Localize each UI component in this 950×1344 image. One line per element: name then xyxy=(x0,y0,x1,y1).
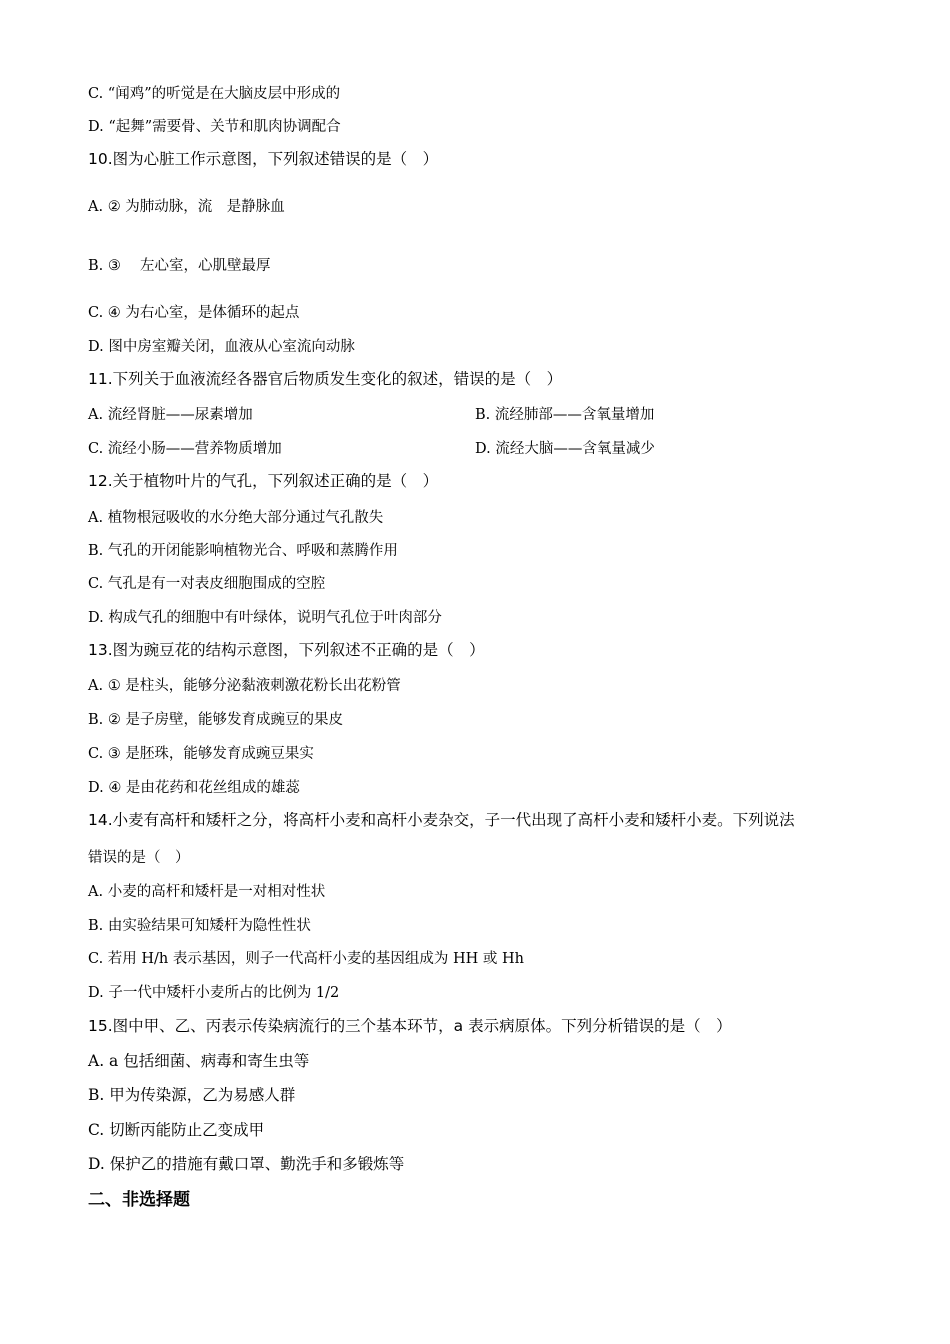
question-stem: .下列关于血液流经各器官后物质发生变化的叙述，错误的是（ ） xyxy=(107,370,563,388)
q9-option-c: C. “闻鸡”的听觉是在大脑皮层中形成的 xyxy=(88,86,341,102)
q12-option-b: B. 气孔的开闭能影响植物光合、呼吸和蒸腾作用 xyxy=(88,543,398,559)
q14-option-b: B. 由实验结果可知矮杆为隐性性状 xyxy=(88,918,311,934)
question-number: 15 xyxy=(88,1017,108,1035)
question-10 xyxy=(88,147,438,169)
question-stem: .图为心脏工作示意图，下列叙述错误的是（ ） xyxy=(107,150,439,168)
q13-option-d: D. ④ 是由花药和花丝组成的雄蕊 xyxy=(88,780,300,796)
question-number: 11 xyxy=(88,370,108,388)
q15-option-c: C. 切断丙能防止乙变成甲 xyxy=(88,1121,265,1139)
question-stem: .关于植物叶片的气孔，下列叙述正确的是（ ） xyxy=(107,472,439,490)
question-15 xyxy=(88,1014,732,1036)
question-14 xyxy=(88,808,795,830)
question-stem: .图为豌豆花的结构示意图，下列叙述不正确的是（ ） xyxy=(107,641,485,659)
question-number: 13 xyxy=(88,641,108,659)
q15-option-b: B. 甲为传染源，乙为易感人群 xyxy=(88,1086,296,1104)
q12-option-d: D. 构成气孔的细胞中有叶绿体，说明气孔位于叶肉部分 xyxy=(88,610,442,626)
q10-option-d: D. 图中房室瓣关闭，血液从心室流向动脉 xyxy=(88,339,355,355)
question-12 xyxy=(88,469,438,491)
q10-option-c: C. ④ 为右心室，是体循环的起点 xyxy=(88,305,300,321)
question-number: 10 xyxy=(88,150,108,168)
q12-option-c: C. 气孔是有一对表皮细胞围成的空腔 xyxy=(88,576,326,592)
question-number: 12 xyxy=(88,472,108,490)
q13-option-b: B. ② 是子房壁，能够发育成豌豆的果皮 xyxy=(88,712,343,728)
q10-option-a: A. ② 为肺动脉，流 是静脉血 xyxy=(88,199,285,215)
q9-option-d: D. “起舞”需要骨、关节和肌肉协调配合 xyxy=(88,119,341,135)
q11-option-a: A. 流经肾脏——尿素增加 xyxy=(88,407,253,423)
question-stem: .小麦有高杆和矮杆之分，将高杆小麦和高杆小麦杂交，子一代出现了高杆小麦和矮杆小麦。下列说法 xyxy=(107,811,795,829)
q15-option-d: D. 保护乙的措施有戴口罩、勤洗手和多锻炼等 xyxy=(88,1155,405,1173)
question-stem: .图中甲、乙、丙表示传染病流行的三个基本环节，a 表示病原体。下列分析错误的是（ ） xyxy=(107,1017,732,1035)
q11-option-d: D. 流经大脑——含氧量减少 xyxy=(475,441,655,457)
q10-option-b: B. ③ 左心室，心肌壁最厚 xyxy=(88,258,271,274)
q11-option-b: B. 流经肺部——含氧量增加 xyxy=(475,407,655,423)
q14-option-d: D. 子一代中矮杆小麦所占的比例为 1/2 xyxy=(88,985,340,1001)
question-14-stem-continued: 错误的是（ ） xyxy=(88,850,190,866)
q14-option-a: A. 小麦的高杆和矮杆是一对相对性状 xyxy=(88,884,326,900)
q13-option-c: C. ③ 是胚珠，能够发育成豌豆果实 xyxy=(88,746,314,762)
question-11 xyxy=(88,367,562,389)
q13-option-a: A. ① 是柱头，能够分泌黏液刺激花粉长出花粉管 xyxy=(88,678,401,694)
question-13 xyxy=(88,638,485,660)
q11-option-c: C. 流经小肠——营养物质增加 xyxy=(88,441,282,457)
q12-option-a: A. 植物根冠吸收的水分绝大部分通过气孔散失 xyxy=(88,510,384,526)
q14-option-c: C. 若用 H/h 表示基因，则子一代高杆小麦的基因组成为 HH 或 Hh xyxy=(88,951,524,967)
section-heading: 二、非选择题 xyxy=(88,1190,190,1210)
q15-option-a: A. a 包括细菌、病毒和寄生虫等 xyxy=(88,1052,310,1070)
question-number: 14 xyxy=(88,811,108,829)
